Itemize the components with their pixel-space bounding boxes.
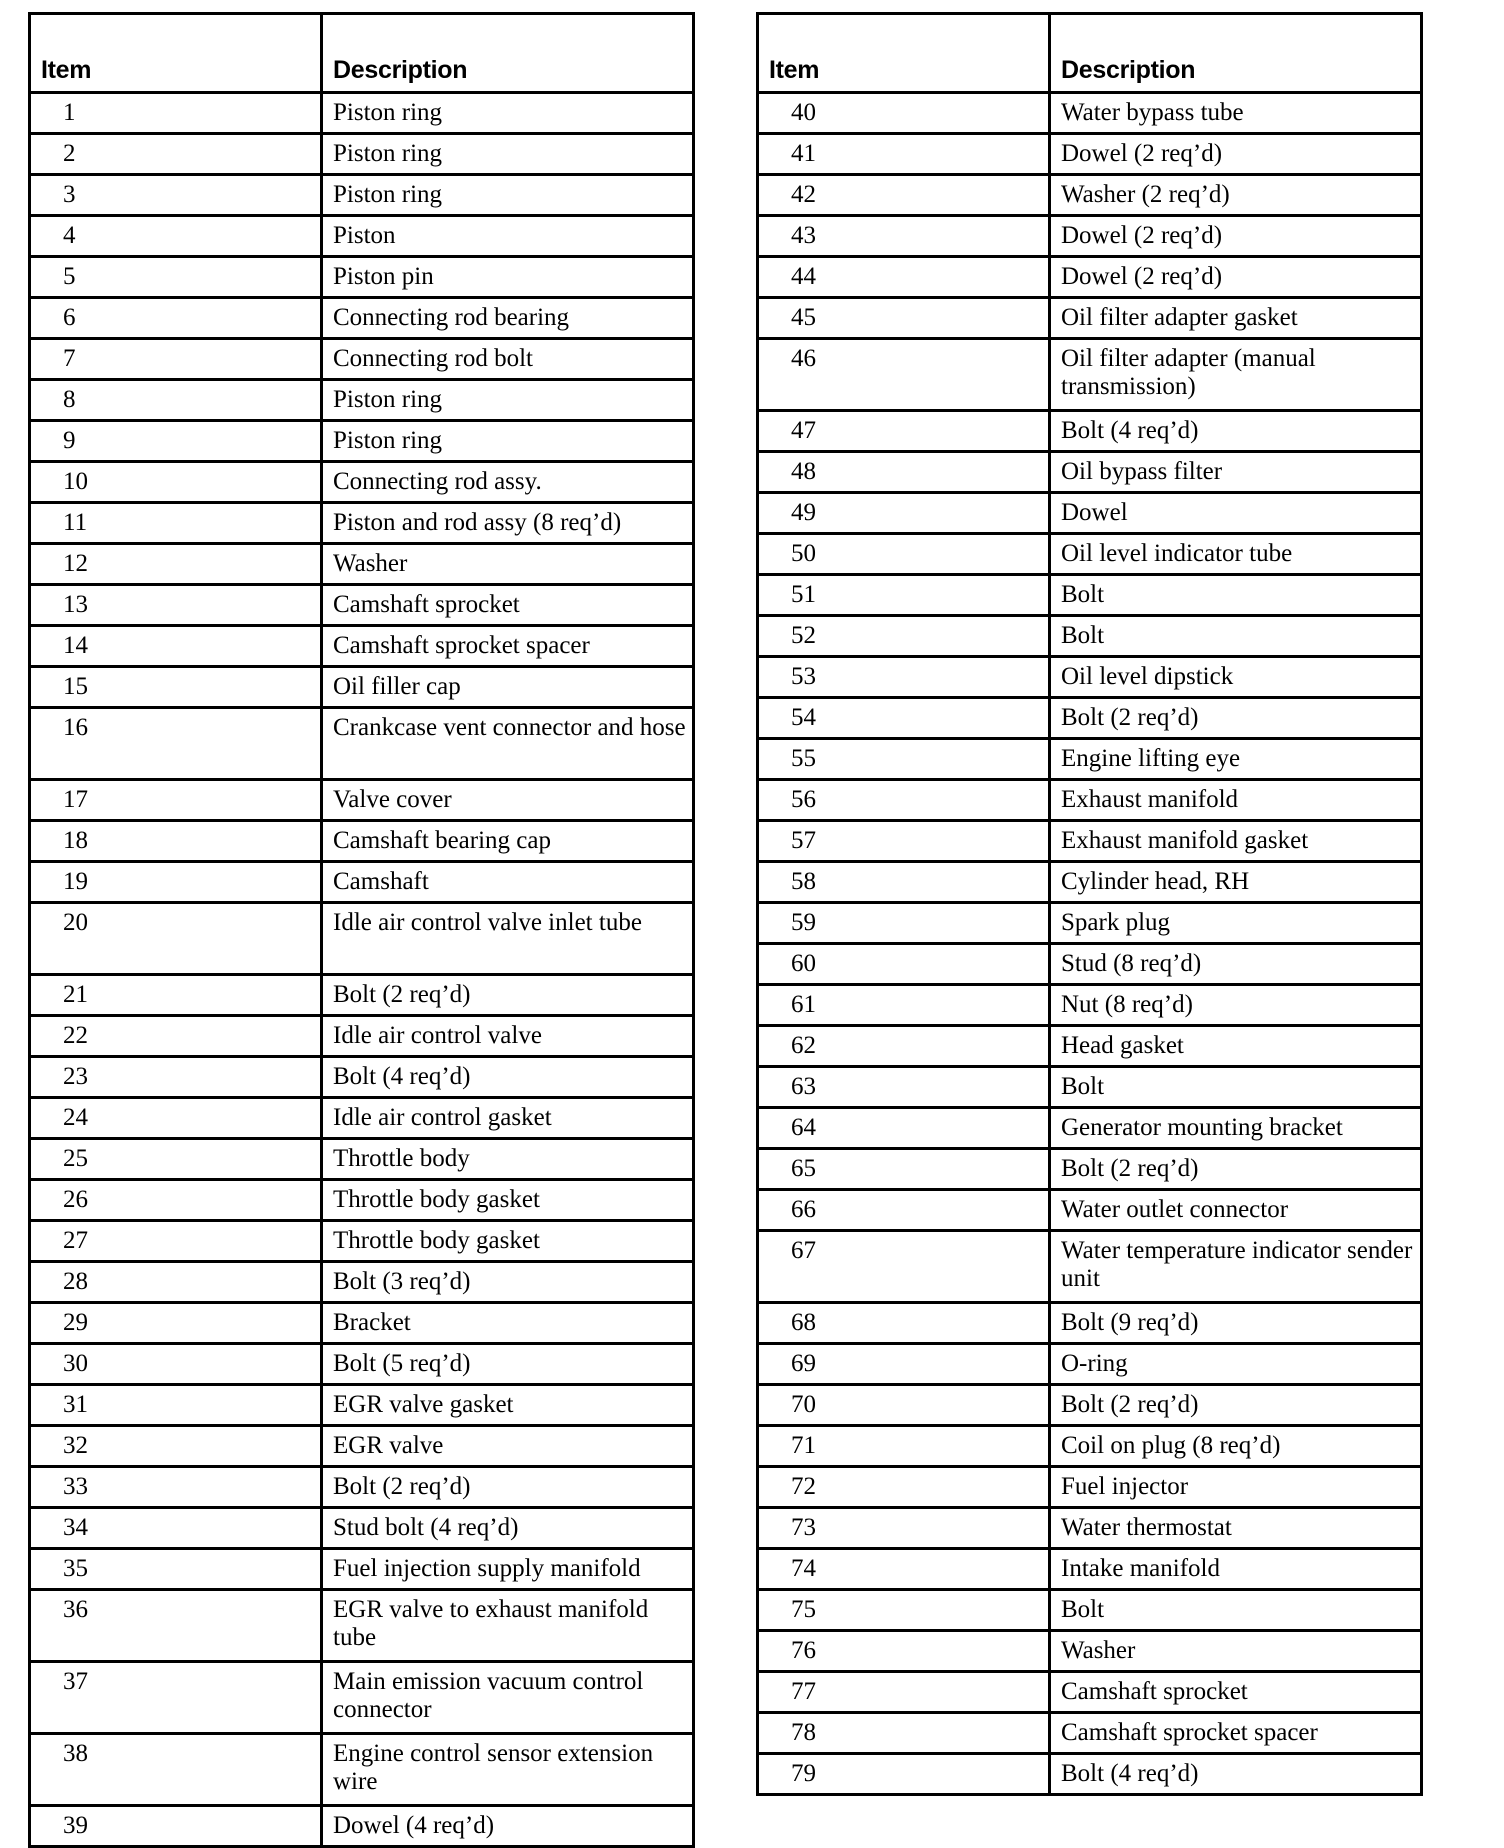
item-description-cell: Engine lifting eye xyxy=(1050,739,1422,780)
item-description-cell: Bolt xyxy=(1050,616,1422,657)
item-number-cell: 35 xyxy=(30,1549,322,1590)
table-row xyxy=(30,975,694,1016)
item-description-cell: Piston ring xyxy=(322,93,694,134)
item-description-cell: Throttle body gasket xyxy=(322,1221,694,1262)
item-number-cell: 23 xyxy=(30,1057,322,1098)
item-description-cell: Intake manifold xyxy=(1050,1549,1422,1590)
item-description-cell: Bolt (5 req’d) xyxy=(322,1344,694,1385)
table-row xyxy=(758,411,1422,452)
table-row xyxy=(30,1262,694,1303)
item-description-cell: Idle air control gasket xyxy=(322,1098,694,1139)
table-row xyxy=(30,1221,694,1262)
table-row xyxy=(758,1344,1422,1385)
table-row xyxy=(758,1713,1422,1754)
item-number-cell: 79 xyxy=(758,1754,1050,1795)
header-row xyxy=(30,14,694,93)
item-description-cell: Throttle body xyxy=(322,1139,694,1180)
item-description-cell: Piston xyxy=(322,216,694,257)
item-description-cell: EGR valve to exhaust manifold tube xyxy=(322,1590,694,1662)
table-row xyxy=(758,134,1422,175)
item-number-cell: 53 xyxy=(758,657,1050,698)
item-number-cell: 34 xyxy=(30,1508,322,1549)
item-description-cell: Piston ring xyxy=(322,175,694,216)
table-row xyxy=(30,380,694,421)
item-number-cell: 14 xyxy=(30,626,322,667)
item-description-cell: Dowel (2 req’d) xyxy=(1050,134,1422,175)
item-number-cell: 73 xyxy=(758,1508,1050,1549)
table-row xyxy=(30,1662,694,1734)
table-row xyxy=(30,1590,694,1662)
table-row xyxy=(758,1754,1422,1795)
item-description-cell: Connecting rod bearing xyxy=(322,298,694,339)
item-number-cell: 77 xyxy=(758,1672,1050,1713)
table-row xyxy=(30,1139,694,1180)
table-row xyxy=(30,1344,694,1385)
item-number-cell: 6 xyxy=(30,298,322,339)
item-description-cell: Oil bypass filter xyxy=(1050,452,1422,493)
table-row xyxy=(30,1016,694,1057)
table-row xyxy=(30,421,694,462)
item-description-cell: Bolt (4 req’d) xyxy=(322,1057,694,1098)
table-row xyxy=(758,339,1422,411)
item-number-cell: 44 xyxy=(758,257,1050,298)
item-description-cell: Piston pin xyxy=(322,257,694,298)
item-description-cell: Piston ring xyxy=(322,380,694,421)
table-row xyxy=(758,1149,1422,1190)
item-description-cell: Valve cover xyxy=(322,780,694,821)
item-number-cell: 36 xyxy=(30,1590,322,1662)
item-description-cell: Engine control sensor extension wire xyxy=(322,1734,694,1806)
table-row xyxy=(758,493,1422,534)
item-number-cell: 30 xyxy=(30,1344,322,1385)
table-row xyxy=(758,1467,1422,1508)
table-row xyxy=(30,93,694,134)
table-row xyxy=(758,175,1422,216)
table-row xyxy=(758,1190,1422,1231)
table-row xyxy=(30,1426,694,1467)
item-description-cell: Bolt (4 req’d) xyxy=(1050,411,1422,452)
item-description-cell: Idle air control valve xyxy=(322,1016,694,1057)
item-number-cell: 61 xyxy=(758,985,1050,1026)
item-number-cell: 38 xyxy=(30,1734,322,1806)
item-description-cell: Piston and rod assy (8 req’d) xyxy=(322,503,694,544)
item-number-cell: 69 xyxy=(758,1344,1050,1385)
item-number-cell: 50 xyxy=(758,534,1050,575)
item-description-cell: Bolt (2 req’d) xyxy=(322,975,694,1016)
parts-table-left-body xyxy=(30,93,694,1847)
item-description-cell: Bolt (9 req’d) xyxy=(1050,1303,1422,1344)
table-row xyxy=(30,1508,694,1549)
table-row xyxy=(30,216,694,257)
item-number-cell: 49 xyxy=(758,493,1050,534)
table-row xyxy=(30,1549,694,1590)
table-row xyxy=(758,1590,1422,1631)
table-row xyxy=(758,298,1422,339)
table-row xyxy=(758,1303,1422,1344)
item-number-cell: 47 xyxy=(758,411,1050,452)
table-row xyxy=(758,1672,1422,1713)
item-description-cell: EGR valve gasket xyxy=(322,1385,694,1426)
table-row xyxy=(30,1098,694,1139)
item-number-cell: 9 xyxy=(30,421,322,462)
item-description-cell: Oil filter adapter gasket xyxy=(1050,298,1422,339)
item-number-cell: 11 xyxy=(30,503,322,544)
parts-table-right-body xyxy=(758,93,1422,1795)
item-number-cell: 17 xyxy=(30,780,322,821)
table-row xyxy=(30,503,694,544)
item-number-cell: 4 xyxy=(30,216,322,257)
item-number-cell: 46 xyxy=(758,339,1050,411)
item-number-cell: 60 xyxy=(758,944,1050,985)
table-row xyxy=(30,1057,694,1098)
table-row xyxy=(30,298,694,339)
description-column-header: Description xyxy=(322,14,694,93)
table-row xyxy=(758,1231,1422,1303)
item-number-cell: 66 xyxy=(758,1190,1050,1231)
item-description-cell: Connecting rod bolt xyxy=(322,339,694,380)
table-row xyxy=(30,134,694,175)
item-description-cell: Bolt (2 req’d) xyxy=(1050,1149,1422,1190)
item-description-cell: Stud bolt (4 req’d) xyxy=(322,1508,694,1549)
item-number-cell: 63 xyxy=(758,1067,1050,1108)
item-number-cell: 62 xyxy=(758,1026,1050,1067)
item-description-cell: Nut (8 req’d) xyxy=(1050,985,1422,1026)
item-number-cell: 71 xyxy=(758,1426,1050,1467)
item-description-cell: Bolt (2 req’d) xyxy=(1050,698,1422,739)
item-number-cell: 21 xyxy=(30,975,322,1016)
item-description-cell: Coil on plug (8 req’d) xyxy=(1050,1426,1422,1467)
item-number-cell: 41 xyxy=(758,134,1050,175)
item-number-cell: 22 xyxy=(30,1016,322,1057)
item-number-cell: 33 xyxy=(30,1467,322,1508)
table-row xyxy=(758,616,1422,657)
item-description-cell: Bracket xyxy=(322,1303,694,1344)
item-number-cell: 70 xyxy=(758,1385,1050,1426)
item-description-cell: Bolt xyxy=(1050,1067,1422,1108)
table-row xyxy=(30,1180,694,1221)
item-description-cell: Oil filter adapter (manual transmission) xyxy=(1050,339,1422,411)
table-row xyxy=(758,944,1422,985)
item-number-cell: 10 xyxy=(30,462,322,503)
item-description-cell: Bolt (2 req’d) xyxy=(1050,1385,1422,1426)
table-row xyxy=(758,1026,1422,1067)
table-row xyxy=(30,821,694,862)
item-description-cell: Idle air control valve inlet tube xyxy=(322,903,694,975)
item-column-header: Item xyxy=(758,14,1050,93)
table-row xyxy=(30,1385,694,1426)
table-row xyxy=(758,1426,1422,1467)
item-number-cell: 74 xyxy=(758,1549,1050,1590)
item-description-cell: Camshaft sprocket spacer xyxy=(322,626,694,667)
table-row xyxy=(758,1067,1422,1108)
item-number-cell: 32 xyxy=(30,1426,322,1467)
item-description-cell: Camshaft sprocket spacer xyxy=(1050,1713,1422,1754)
item-number-cell: 18 xyxy=(30,821,322,862)
item-number-cell: 54 xyxy=(758,698,1050,739)
table-row xyxy=(758,780,1422,821)
item-number-cell: 37 xyxy=(30,1662,322,1734)
table-row xyxy=(758,1108,1422,1149)
item-number-cell: 7 xyxy=(30,339,322,380)
item-number-cell: 2 xyxy=(30,134,322,175)
item-number-cell: 42 xyxy=(758,175,1050,216)
item-description-cell: Camshaft bearing cap xyxy=(322,821,694,862)
item-number-cell: 67 xyxy=(758,1231,1050,1303)
item-description-cell: Bolt (2 req’d) xyxy=(322,1467,694,1508)
item-description-cell: Oil level dipstick xyxy=(1050,657,1422,698)
table-row xyxy=(758,216,1422,257)
table-row xyxy=(758,985,1422,1026)
table-row xyxy=(30,1467,694,1508)
item-description-cell: EGR valve xyxy=(322,1426,694,1467)
table-row xyxy=(30,544,694,585)
item-number-cell: 5 xyxy=(30,257,322,298)
table-row xyxy=(30,585,694,626)
item-description-cell: Dowel (4 req’d) xyxy=(322,1806,694,1847)
item-number-cell: 25 xyxy=(30,1139,322,1180)
item-description-cell: Water bypass tube xyxy=(1050,93,1422,134)
table-row xyxy=(758,657,1422,698)
item-description-cell: Head gasket xyxy=(1050,1026,1422,1067)
table-row xyxy=(758,1508,1422,1549)
table-row xyxy=(30,1303,694,1344)
parts-table-right xyxy=(756,12,1423,1796)
item-description-cell: Stud (8 req’d) xyxy=(1050,944,1422,985)
item-description-cell: Camshaft xyxy=(322,862,694,903)
table-row xyxy=(758,452,1422,493)
table-row xyxy=(758,1549,1422,1590)
item-number-cell: 68 xyxy=(758,1303,1050,1344)
table-row xyxy=(30,903,694,975)
item-number-cell: 31 xyxy=(30,1385,322,1426)
item-number-cell: 1 xyxy=(30,93,322,134)
table-row xyxy=(758,821,1422,862)
item-description-cell: Bolt xyxy=(1050,575,1422,616)
item-description-cell: Throttle body gasket xyxy=(322,1180,694,1221)
table-row xyxy=(30,708,694,780)
item-number-cell: 57 xyxy=(758,821,1050,862)
item-description-cell: Oil level indicator tube xyxy=(1050,534,1422,575)
table-row xyxy=(30,667,694,708)
item-number-cell: 27 xyxy=(30,1221,322,1262)
item-description-cell: Washer xyxy=(1050,1631,1422,1672)
item-number-cell: 76 xyxy=(758,1631,1050,1672)
item-number-cell: 29 xyxy=(30,1303,322,1344)
item-number-cell: 43 xyxy=(758,216,1050,257)
item-description-cell: Exhaust manifold xyxy=(1050,780,1422,821)
item-number-cell: 40 xyxy=(758,93,1050,134)
table-row xyxy=(30,862,694,903)
item-description-cell: Cylinder head, RH xyxy=(1050,862,1422,903)
item-number-cell: 72 xyxy=(758,1467,1050,1508)
header-row xyxy=(758,14,1422,93)
item-description-cell: Fuel injection supply manifold xyxy=(322,1549,694,1590)
item-description-cell: Water outlet connector xyxy=(1050,1190,1422,1231)
item-number-cell: 26 xyxy=(30,1180,322,1221)
item-description-cell: Exhaust manifold gasket xyxy=(1050,821,1422,862)
table-row xyxy=(30,257,694,298)
table-row xyxy=(758,1631,1422,1672)
description-column-header: Description xyxy=(1050,14,1422,93)
item-description-cell: Washer xyxy=(322,544,694,585)
table-row xyxy=(758,534,1422,575)
item-number-cell: 48 xyxy=(758,452,1050,493)
item-number-cell: 51 xyxy=(758,575,1050,616)
table-row xyxy=(30,780,694,821)
item-number-cell: 65 xyxy=(758,1149,1050,1190)
table-row xyxy=(758,698,1422,739)
item-description-cell: Dowel (2 req’d) xyxy=(1050,216,1422,257)
item-number-cell: 16 xyxy=(30,708,322,780)
item-number-cell: 19 xyxy=(30,862,322,903)
item-description-cell: Oil filler cap xyxy=(322,667,694,708)
table-row xyxy=(758,575,1422,616)
table-row xyxy=(758,1385,1422,1426)
item-description-cell: Piston ring xyxy=(322,134,694,175)
item-description-cell: Camshaft sprocket xyxy=(1050,1672,1422,1713)
item-description-cell: Generator mounting bracket xyxy=(1050,1108,1422,1149)
item-description-cell: O-ring xyxy=(1050,1344,1422,1385)
item-description-cell: Dowel (2 req’d) xyxy=(1050,257,1422,298)
item-description-cell: Water temperature indicator sender unit xyxy=(1050,1231,1422,1303)
table-row xyxy=(30,462,694,503)
item-number-cell: 8 xyxy=(30,380,322,421)
table-row xyxy=(758,862,1422,903)
item-number-cell: 59 xyxy=(758,903,1050,944)
item-description-cell: Washer (2 req’d) xyxy=(1050,175,1422,216)
item-description-cell: Bolt xyxy=(1050,1590,1422,1631)
table-row xyxy=(30,1734,694,1806)
item-description-cell: Crankcase vent connector and hose xyxy=(322,708,694,780)
item-description-cell: Dowel xyxy=(1050,493,1422,534)
item-number-cell: 15 xyxy=(30,667,322,708)
item-number-cell: 28 xyxy=(30,1262,322,1303)
item-description-cell: Bolt (3 req’d) xyxy=(322,1262,694,1303)
item-description-cell: Main emission vacuum control connector xyxy=(322,1662,694,1734)
item-number-cell: 78 xyxy=(758,1713,1050,1754)
item-description-cell: Spark plug xyxy=(1050,903,1422,944)
item-column-header: Item xyxy=(30,14,322,93)
item-description-cell: Fuel injector xyxy=(1050,1467,1422,1508)
item-number-cell: 56 xyxy=(758,780,1050,821)
table-row xyxy=(30,339,694,380)
parts-table-left xyxy=(28,12,695,1848)
table-row xyxy=(758,903,1422,944)
item-number-cell: 58 xyxy=(758,862,1050,903)
item-number-cell: 39 xyxy=(30,1806,322,1847)
item-description-cell: Bolt (4 req’d) xyxy=(1050,1754,1422,1795)
item-number-cell: 55 xyxy=(758,739,1050,780)
table-row xyxy=(758,93,1422,134)
item-number-cell: 52 xyxy=(758,616,1050,657)
table-row xyxy=(758,257,1422,298)
table-row xyxy=(758,739,1422,780)
item-number-cell: 3 xyxy=(30,175,322,216)
item-number-cell: 64 xyxy=(758,1108,1050,1149)
item-description-cell: Piston ring xyxy=(322,421,694,462)
table-row xyxy=(30,626,694,667)
table-row xyxy=(30,1806,694,1847)
item-number-cell: 24 xyxy=(30,1098,322,1139)
item-number-cell: 45 xyxy=(758,298,1050,339)
item-number-cell: 20 xyxy=(30,903,322,975)
item-description-cell: Water thermostat xyxy=(1050,1508,1422,1549)
table-row xyxy=(30,175,694,216)
item-number-cell: 13 xyxy=(30,585,322,626)
item-description-cell: Connecting rod assy. xyxy=(322,462,694,503)
item-description-cell: Camshaft sprocket xyxy=(322,585,694,626)
item-number-cell: 12 xyxy=(30,544,322,585)
item-number-cell: 75 xyxy=(758,1590,1050,1631)
